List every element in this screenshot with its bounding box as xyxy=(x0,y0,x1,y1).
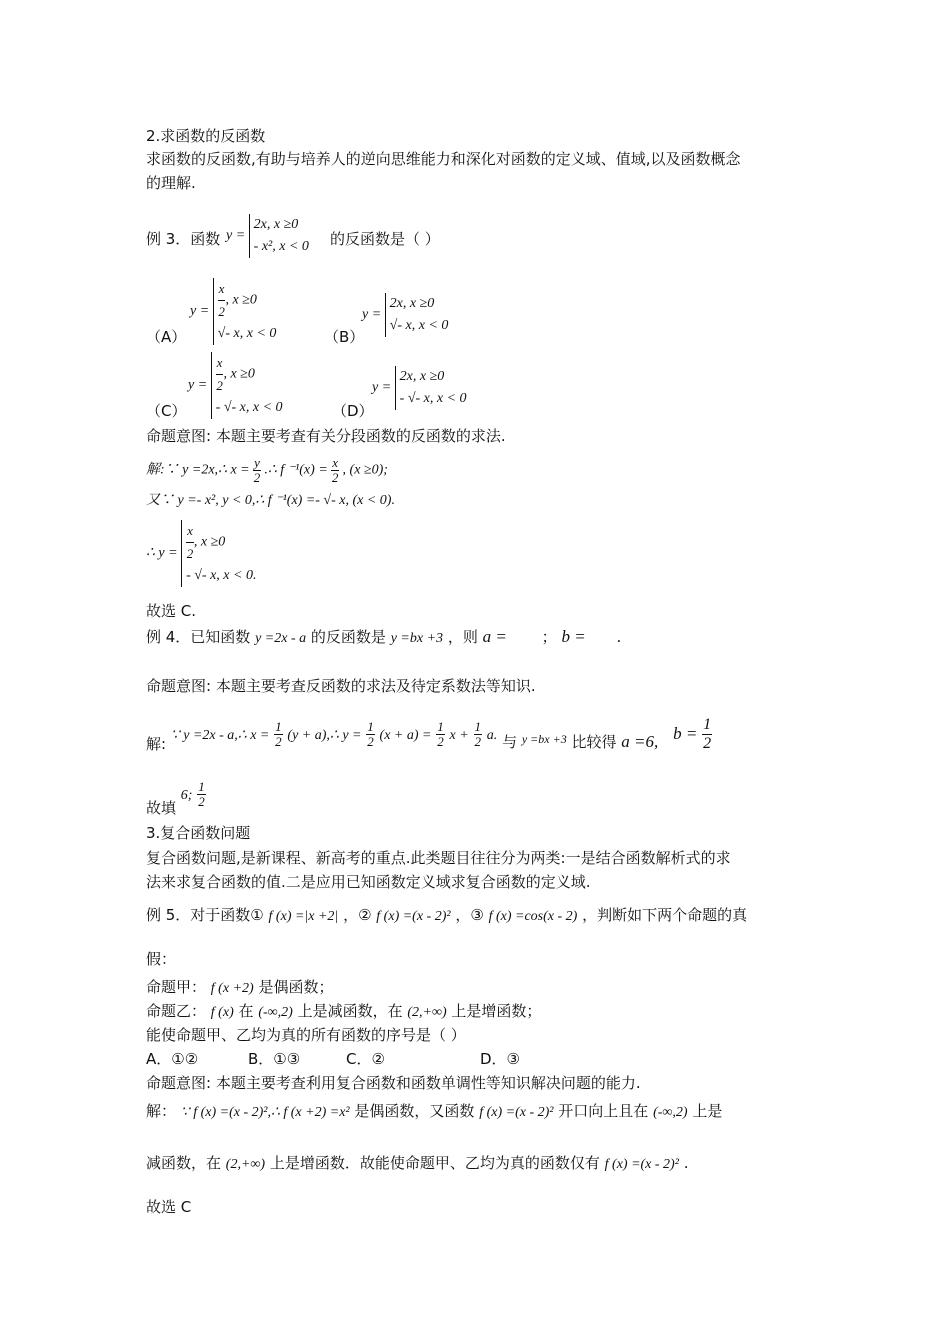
paragraph-line: 的理解. xyxy=(146,174,196,192)
case-2: √- x, x < 0 xyxy=(217,326,277,341)
interval: (-∞,2) xyxy=(258,1005,293,1020)
text: 上是减函数，在 xyxy=(297,1002,403,1020)
example-5-line xyxy=(146,904,747,928)
text: 上是增函数； xyxy=(451,1002,542,1020)
function: f (x) =(x - 2)² xyxy=(479,1105,554,1120)
function-2: f (x) =(x - 2)² xyxy=(376,909,451,924)
intent-text: 命题意图: 本题主要考查利用复合函数和函数单调性等知识解决问题的能力. xyxy=(146,1074,641,1092)
fraction xyxy=(186,520,194,565)
option-a-function xyxy=(190,278,276,345)
func-lhs: y = xyxy=(190,303,210,319)
option-b-function xyxy=(362,293,448,337)
denominator: 2 xyxy=(437,734,444,749)
example-4-line xyxy=(146,626,621,650)
solution-line-2: 又∵ y =- x², y < 0,∴ f ⁻¹(x) =- √- x, (x < 0). xyxy=(146,493,395,508)
blank-a: a = xyxy=(482,627,507,646)
case-1 xyxy=(186,520,256,565)
example-suffix: 的反函数是（ ） xyxy=(330,230,440,248)
text: . xyxy=(683,1154,689,1172)
case-1: 2x, x ≥0 xyxy=(399,369,445,384)
fill-answer xyxy=(146,779,206,817)
proposition-b xyxy=(146,1000,541,1024)
case-text: , x ≥0 xyxy=(223,366,255,382)
value-a: a =6, xyxy=(621,732,659,751)
numerator: 1 xyxy=(703,716,712,733)
numerator: x xyxy=(216,352,224,375)
denominator: 2 xyxy=(218,304,225,319)
value-b: b = xyxy=(673,724,698,743)
label: 命题乙： xyxy=(146,1002,207,1020)
solution-text: a. xyxy=(486,728,498,743)
paragraph-line: 复合函数问题,是新课程、新高考的重点.此类题目往往分为两类:一是结合函数解析式的求 xyxy=(146,849,731,867)
brace xyxy=(249,214,309,258)
case-1 xyxy=(216,352,283,397)
text: 是偶函数，又函数 xyxy=(354,1102,475,1120)
numerator: 1 xyxy=(198,779,205,794)
example-label: 例 5．对于函数① xyxy=(146,906,264,924)
solution-label: 解: xyxy=(146,735,167,753)
interval: (2,+∞) xyxy=(225,1157,266,1172)
fraction xyxy=(253,456,261,485)
fraction xyxy=(366,720,375,749)
paragraph-line: 假： xyxy=(146,950,177,968)
fraction xyxy=(436,720,445,749)
section-heading: 2.求函数的反函数 xyxy=(146,127,266,145)
interval: (-∞,2) xyxy=(653,1105,688,1120)
brace xyxy=(385,293,449,337)
fill-label: 故填 xyxy=(146,799,177,817)
solution-line-3 xyxy=(146,520,256,587)
text: ，② xyxy=(343,906,372,924)
case-1: 2x, x ≥0 xyxy=(253,217,299,232)
intent-text: 命题意图: 本题主要考查有关分段函数的反函数的求法. xyxy=(146,427,506,445)
function-3: f (x) =cos(x - 2) xyxy=(488,909,578,924)
brace xyxy=(213,278,277,345)
solution-text: ∵ y =2x - a,∴ x = xyxy=(170,728,270,743)
question-text: 能使命题甲、乙均为真的所有函数的序号是（ ） xyxy=(146,1026,466,1044)
function: f (x) xyxy=(210,1005,234,1020)
fill-value: 6; xyxy=(180,788,193,803)
example-label: 例 3．函数 xyxy=(146,230,221,248)
option-b-label: （B） xyxy=(324,328,365,346)
solution-line-1 xyxy=(146,456,388,485)
case-1: 2x, x ≥0 xyxy=(389,296,435,311)
text: 的反函数是 xyxy=(310,628,386,646)
denominator: 2 xyxy=(367,734,374,749)
text: ，③ xyxy=(455,906,484,924)
solution-5-line-2 xyxy=(146,1152,688,1176)
option-d-label: （D） xyxy=(332,402,374,420)
choice-d: D．③ xyxy=(480,1050,520,1068)
fraction xyxy=(197,780,206,809)
paragraph-line: 求函数的反函数,有助与培养人的逆向思维能力和深化对函数的定义域、值域,以及函数概念 xyxy=(146,150,741,168)
numerator: 1 xyxy=(474,719,481,734)
numerator: y xyxy=(254,455,260,470)
numerator: 1 xyxy=(275,719,282,734)
option-c-label: （C） xyxy=(146,402,187,420)
choice-b: B．①③ xyxy=(248,1050,301,1068)
fraction xyxy=(702,716,712,753)
function: f (x) =(x - 2)² xyxy=(604,1157,679,1172)
solution-text: .∴ f ⁻¹(x) = xyxy=(264,462,328,478)
text: ； xyxy=(541,628,557,646)
brace xyxy=(181,520,256,587)
fraction xyxy=(331,456,339,485)
solution-5-line-1 xyxy=(146,1100,722,1124)
brace xyxy=(395,366,467,410)
denominator: 2 xyxy=(275,734,282,749)
case-2: - √- x, x < 0 xyxy=(215,400,283,415)
case-text: , x ≥0 xyxy=(193,534,226,550)
solution-text: (y + a),∴ y = xyxy=(287,728,362,743)
interval: (2,+∞) xyxy=(407,1005,447,1020)
answer-text: 故选 C xyxy=(146,1198,192,1216)
label: 命题甲： xyxy=(146,978,207,996)
function: f (x +2) xyxy=(210,981,254,996)
proposition-a xyxy=(146,976,333,1000)
denominator: 2 xyxy=(703,735,712,752)
solution-text: ∴ y = xyxy=(146,545,178,561)
numerator: 1 xyxy=(437,719,444,734)
paragraph-line: 法来求复合函数的值.二是应用已知函数定义域求复合函数的定义域. xyxy=(146,873,591,891)
brace xyxy=(211,352,283,419)
numerator: x xyxy=(186,520,194,543)
case-2: - x², x < 0 xyxy=(253,239,309,254)
text: ，判断如下两个命题的真 xyxy=(582,906,748,924)
option-c-function xyxy=(188,352,283,419)
denominator: 2 xyxy=(186,546,194,561)
denominator: 2 xyxy=(331,470,339,485)
solution-4 xyxy=(146,716,712,753)
func-lhs: y = xyxy=(188,377,208,393)
denominator: 2 xyxy=(474,734,481,749)
text: 比较得 xyxy=(571,733,617,751)
text: 与 xyxy=(502,733,518,751)
case-2: √- x, x < 0 xyxy=(389,318,449,333)
func-lhs: y = xyxy=(372,380,392,396)
case-text: , x ≥0 xyxy=(225,292,257,308)
text: 减函数，在 xyxy=(146,1154,222,1172)
text: 在 xyxy=(238,1002,254,1020)
option-a-label: （A） xyxy=(146,328,187,346)
fraction xyxy=(474,720,483,749)
case-2: - √- x, x < 0 xyxy=(399,391,467,406)
numerator: x xyxy=(218,278,226,301)
function-1: f (x) =|x +2| xyxy=(268,909,339,924)
case-1 xyxy=(218,278,277,323)
text: ，则 xyxy=(447,628,478,646)
piecewise-function xyxy=(226,214,309,258)
text: 是偶函数； xyxy=(258,978,334,996)
option-d-function xyxy=(372,366,467,410)
blank-b: b = xyxy=(561,627,586,646)
solution-label: 解： xyxy=(146,1102,177,1120)
solution-text: 解:∵ y =2x,∴ x = xyxy=(146,462,250,478)
intent-text: 命题意图: 本题主要考查反函数的求法及待定系数法等知识. xyxy=(146,677,536,695)
section-heading: 3.复合函数问题 xyxy=(146,824,251,842)
case-2: - √- x, x < 0. xyxy=(186,568,257,583)
text: 开口向上且在 xyxy=(558,1102,649,1120)
choice-c: C．② xyxy=(346,1050,385,1068)
solution-text: x + xyxy=(449,728,469,743)
answer-text: 故选 C. xyxy=(146,602,197,620)
fraction xyxy=(274,720,283,749)
text: . xyxy=(616,628,622,646)
numerator: x xyxy=(332,455,339,470)
solution-text: ∵ f (x) =(x - 2)²,∴ f (x +2) =x² xyxy=(180,1105,350,1120)
choice-a: A．①② xyxy=(146,1050,199,1068)
text: 上是增函数．故能使命题甲、乙均为真的函数仅有 xyxy=(269,1154,600,1172)
solution-text: (x + a) = xyxy=(379,728,432,743)
function: y =bx +3 xyxy=(521,732,567,746)
func-lhs: y = xyxy=(226,228,246,244)
function: y =bx +3 xyxy=(390,631,444,646)
function: y =2x - a xyxy=(255,631,307,646)
numerator: 1 xyxy=(367,719,374,734)
text: 上是 xyxy=(692,1102,723,1120)
solution-text: , (x ≥0); xyxy=(342,462,388,478)
func-lhs: y = xyxy=(362,307,382,323)
denominator: 2 xyxy=(198,794,205,809)
denominator: 2 xyxy=(216,378,223,393)
example-label: 例 4．已知函数 xyxy=(146,628,251,646)
denominator: 2 xyxy=(253,470,261,485)
